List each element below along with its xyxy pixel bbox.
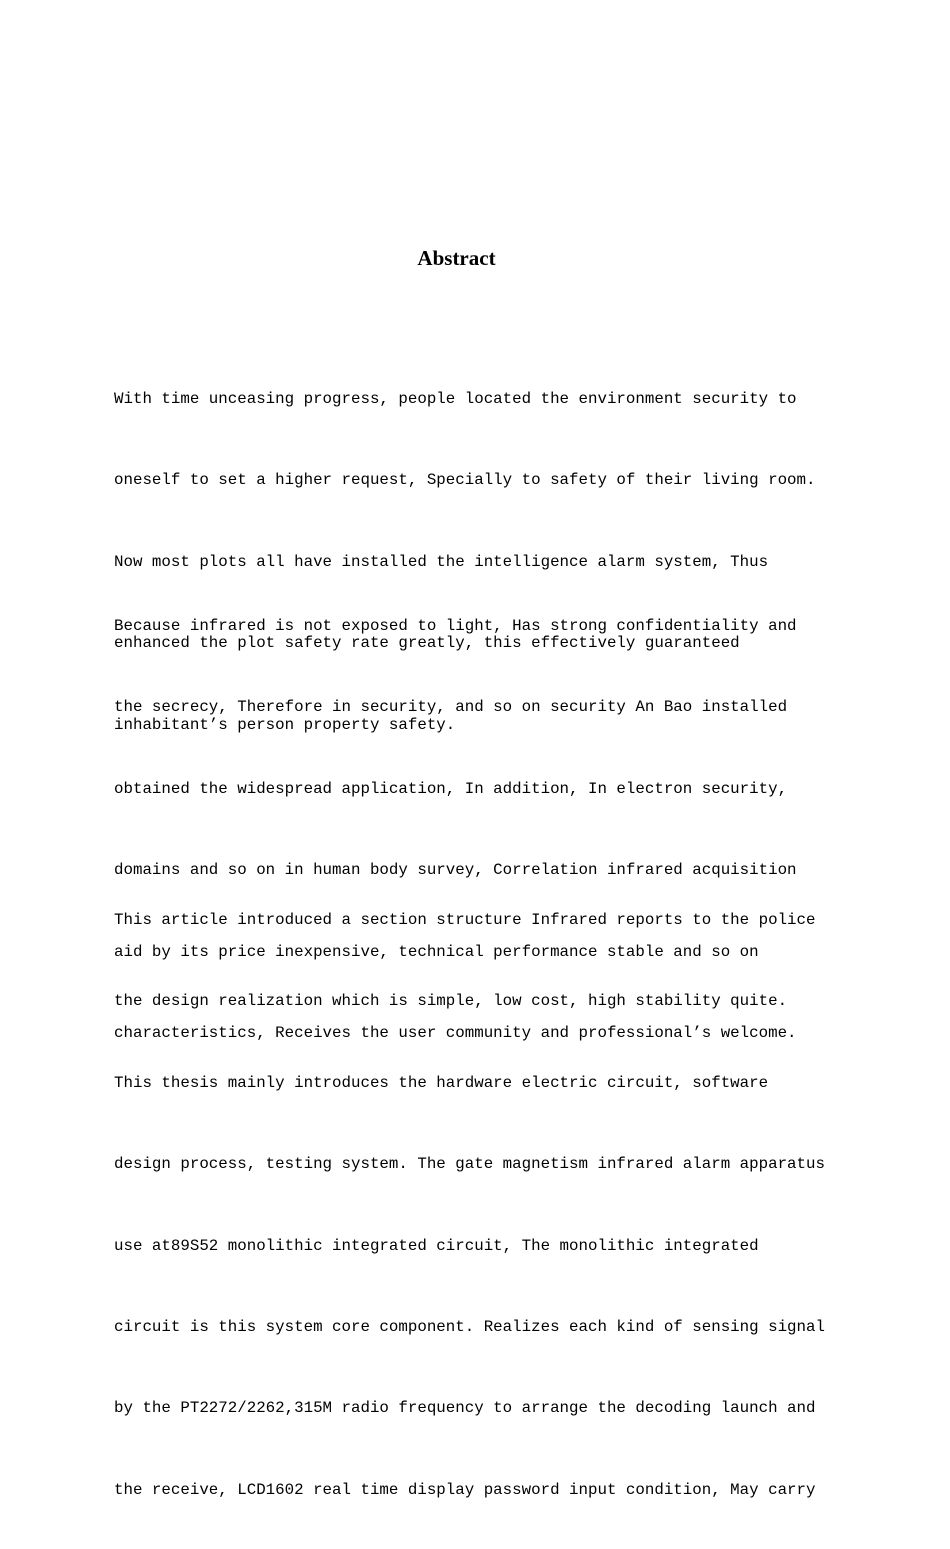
paragraph-line: aid by its price inexpensive, technical performance stable and so on (114, 942, 759, 961)
paragraph-line: the secrecy, Therefore in security, and so on security An Bao installed (114, 698, 788, 717)
paragraph-line: enhanced the plot safety rate greatly, this effectively guaranteed (114, 634, 740, 653)
abstract-title: Abstract (417, 246, 496, 270)
paragraph-line: characteristics, Receives the user community and professional’s welcome. (114, 1023, 797, 1042)
paragraph-line: oneself to set a higher request, Specially to safety of their living room. (114, 471, 816, 490)
paragraph-line: Because infrared is not exposed to light, Has strong confidentiality and (114, 617, 797, 635)
paragraph-line: With time unceasing progress, people located the environment security to (114, 390, 797, 408)
paragraph-line: This article introduced a section structure Infrared reports to the police (114, 911, 816, 929)
paragraph-line: the receive, LCD1602 real time display password input condition, May carry (114, 1480, 816, 1499)
paragraph-line: This thesis mainly introduces the hardware electric circuit, software (114, 1073, 769, 1092)
paragraph-line: obtained the widespread application, In addition, In electron security, (114, 779, 788, 798)
paragraph-line: Now most plots all have installed the intelligence alarm system, Thus (114, 552, 769, 571)
paragraph-line: use at89S52 monolithic integrated circuit, The monolithic integrated (114, 1236, 759, 1255)
paragraph-line: inhabitant’s person property safety. (114, 715, 456, 734)
paragraph-line: domains and so on in human body survey, Correlation infrared acquisition (114, 861, 797, 880)
paragraph-3 (114, 862, 874, 1549)
paragraph-line: the design realization which is simple, low cost, high stability quite. (114, 992, 788, 1011)
paragraph-line: circuit is this system core component. Realizes each kind of sensing signal (114, 1317, 825, 1336)
paragraph-line: design process, testing system. The gate magnetism infrared alarm apparatus (114, 1155, 825, 1174)
paragraph-line: by the PT2272/2262,315M radio frequency to arrange the decoding launch and (114, 1399, 816, 1418)
